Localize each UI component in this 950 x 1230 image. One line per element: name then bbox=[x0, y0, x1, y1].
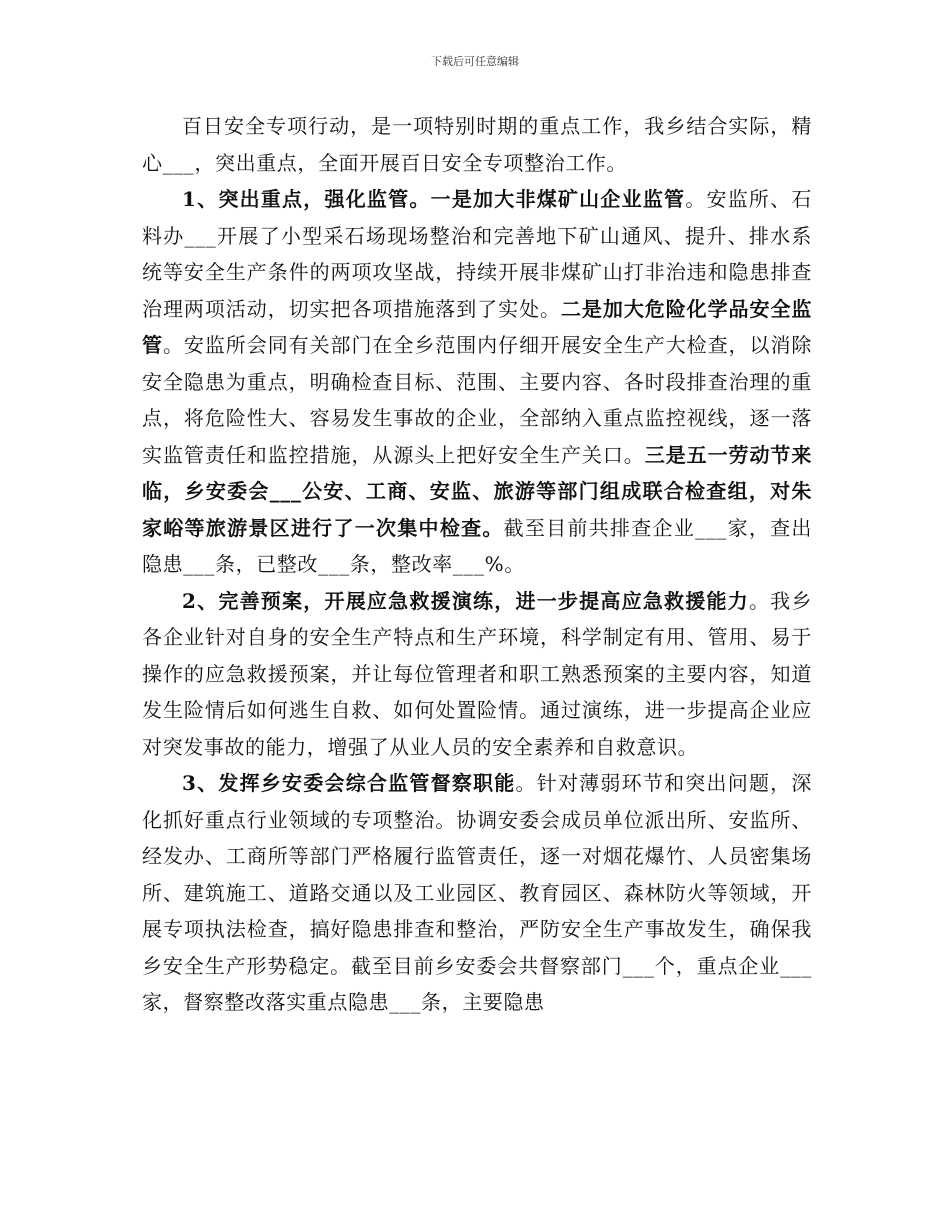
subheading-bold: 三是五一劳动节来临，乡安委会___公安、工商、安监、旅游等部门组成联合检查组，对朱家峪等旅游景区进行了一次集中检查。 bbox=[142, 442, 812, 540]
paragraph-text: 。我乡各企业针对自身的安全生产特点和生产环境，科学制定有用、管用、易于操作的应急救援预案，并让每位管理者和职工熟悉预案的主要内容，知道发生险情后如何逃生自救、如何处置险情。通过演练，进一步提高企业应对突发事故的能力，增强了从业人员的安全素养和自救意识。 bbox=[142, 588, 812, 759]
paragraph-text: 百日安全专项行动，是一项特别时期的重点工作，我乡结合实际，精心___，突出重点，全面开展百日安全专项整治工作。 bbox=[142, 114, 812, 175]
paragraph-section-2 bbox=[142, 583, 812, 766]
paragraph-text: 。针对薄弱环节和突出问题，深化抓好重点行业领域的专项整治。协调安委会成员单位派出所、安监所、经发办、工商所等部门严格履行监管责任，逐一对烟花爆竹、人员密集场所、建筑施工、道路交通以及工业园区、教育园区、森林防火等领域，开展专项执法检查，搞好隐患排查和整治，严防安全生产事故发生，确保我乡安全生产形势稳定。截至目前乡安委会共督察部门___个，重点企业___家，督察整改落实重点隐患___条，主要隐患 bbox=[142, 771, 813, 1014]
subheading-bold: 二是加大危险化学品安全监管 bbox=[142, 296, 812, 357]
paragraph-text: 。安监所、石料办___开展了小型采石场现场整治和完善地下矿山通风、提升、排水系统等安全生产条件的两项攻坚战，持续开展非煤矿山打非治违和隐患排查治理两项活动，切实把各项措施落到了实处。 bbox=[142, 187, 812, 321]
paragraph-section-1 bbox=[142, 181, 812, 583]
paragraph-text: 。安监所会同有关部门在全乡范围内仔细开展安全生产大检查，以消除安全隐患为重点，明确检查目标、范围、主要内容、各时段排查治理的重点，将危险性大、容易发生事故的企业，全部纳入重点监控视线，逐一落实监管责任和监控措施，从源头上把好安全生产关口。 bbox=[142, 333, 812, 467]
paragraph-section-3 bbox=[142, 765, 812, 1021]
section-heading: 3、发挥乡安委会综合监管督察职能 bbox=[182, 771, 516, 795]
section-heading: 1、突出重点，强化监管。一是加大非煤矿山企业监管 bbox=[182, 187, 686, 211]
page-header: 下载后可任意编辑 bbox=[431, 55, 519, 68]
paragraph-intro bbox=[142, 108, 812, 181]
paragraph-text: 截至目前共排查企业___家，查出隐患___条，已整改___条，整改率___%。 bbox=[142, 515, 812, 576]
section-heading: 2、完善预案，开展应急救援演练，进一步提高应急救援能力 bbox=[182, 588, 749, 613]
document-body bbox=[142, 108, 812, 1021]
